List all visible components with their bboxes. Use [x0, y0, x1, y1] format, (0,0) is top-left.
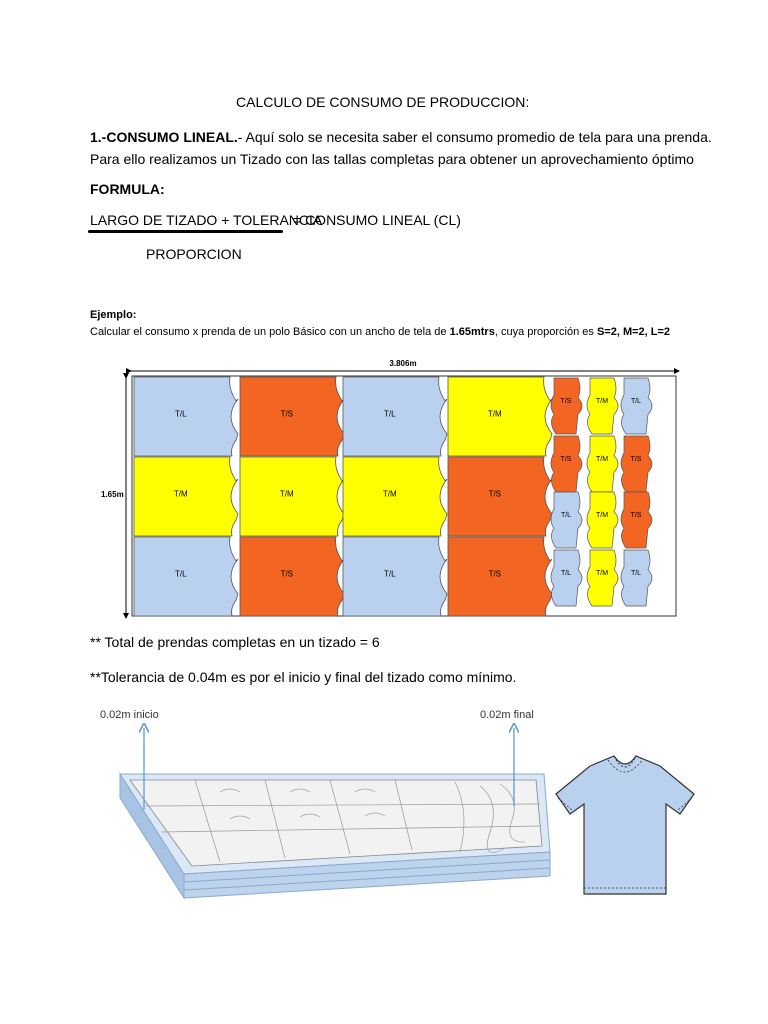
marker-small-piece-label: T/S [630, 456, 642, 464]
end-tolerance-label: 0.02m final [480, 709, 534, 721]
marker-piece-label: T/S [280, 409, 294, 419]
example-heading: Ejemplo: [90, 309, 137, 321]
small-pieces-group [551, 378, 652, 606]
width-label: 1.65m [101, 490, 124, 499]
marker-piece-label: T/L [384, 409, 396, 419]
marker-diagram [96, 352, 680, 622]
formula-result: = CONSUMO LINEAL (CL) [293, 212, 461, 228]
tshirt-body [556, 756, 694, 894]
marker-piece-label: T/M [279, 489, 294, 499]
example-text-a: Calcular el consumo x prenda de un polo Básico con un ancho de tela de [90, 326, 450, 338]
marker-small-piece-label: T/L [560, 570, 572, 578]
marker-piece-label: T/L [175, 409, 187, 419]
marker-small-piece-label: T/M [595, 512, 609, 520]
marker-piece-label: T/L [175, 569, 187, 579]
marker-small-piece-label: T/S [560, 456, 572, 464]
marker-small-piece-label: T/L [560, 512, 572, 520]
example-ratio: S=2, M=2, L=2 [596, 326, 671, 338]
example-text [90, 326, 670, 338]
formula-heading: FORMULA: [90, 181, 165, 197]
marker-piece-label: T/M [487, 409, 502, 419]
tolerance-text: **Tolerancia de 0.04m es por el inicio y final del tizado como mínimo. [90, 669, 517, 685]
marker-piece-label: T/M [382, 489, 397, 499]
marker-small-piece-label: T/S [560, 398, 572, 406]
marker-small-piece-label: T/L [630, 570, 642, 578]
page-title: CALCULO DE CONSUMO DE PRODUCCION: [236, 94, 530, 110]
marker-small-piece-label: T/L [630, 398, 642, 406]
start-tolerance-label: 0.02m inicio [100, 709, 159, 721]
fraction-bar [88, 230, 283, 233]
tshirt-illustration [556, 756, 694, 894]
marker-small-piece-label: T/M [595, 398, 609, 406]
marker-piece-label: T/S [488, 489, 502, 499]
example-text-b: , cuya proporción es [494, 326, 597, 338]
cutting-table-figure [100, 702, 710, 917]
length-label: 3.806m [389, 359, 417, 368]
total-garments-text: ** Total de prendas completas en un tizado = 6 [90, 634, 380, 650]
consumo-lineal-heading: 1.-CONSUMO LINEAL. [90, 129, 238, 145]
marker-piece-label: T/M [173, 489, 188, 499]
large-pieces-group [134, 377, 552, 616]
marker-piece-label: T/S [280, 569, 294, 579]
formula-numerator: LARGO DE TIZADO + TOLERANCIA [90, 212, 323, 228]
formula-denominator: PROPORCION [146, 246, 242, 262]
consumo-lineal-body: - Aquí solo se necesita saber el consumo promedio de tela para una prenda. Para ello realizamos un Tizado con las tallas completas para obtener un aprovechamiento óptimo [90, 129, 712, 167]
marker-piece-label: T/S [488, 569, 502, 579]
marker-small-piece-label: T/M [595, 570, 609, 578]
marker-small-piece-label: T/M [595, 456, 609, 464]
marker-small-piece-label: T/S [630, 512, 642, 520]
marker-piece-label: T/L [384, 569, 396, 579]
example-width: 1.65mtrs [449, 326, 495, 338]
consumo-lineal-paragraph [90, 126, 720, 170]
